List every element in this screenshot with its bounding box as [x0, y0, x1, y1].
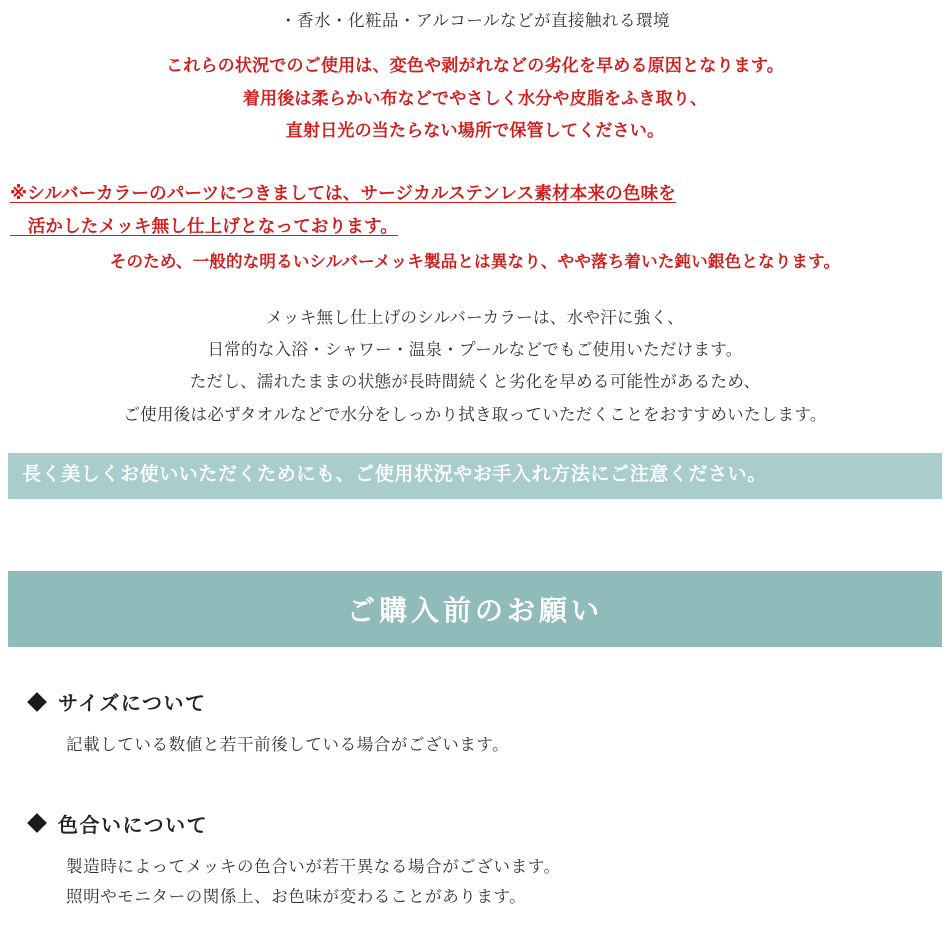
warning-line-1: これらの状況でのご使用は、変色や剥がれなどの劣化を早める原因となります。	[166, 56, 784, 76]
environment-line: ・香水・化粧品・アルコールなどが直接触れる環境	[279, 12, 670, 30]
bullet-body-size	[30, 730, 950, 761]
bullet-list	[0, 687, 950, 913]
bullet-body-line: 照明やモニターの関係上、お色味が変わることがあります。	[66, 888, 527, 907]
bullet-body-line: 製造時によってメッキの色合いが若干異なる場合がございます。	[66, 857, 561, 876]
care-instructions-block	[0, 302, 950, 431]
silver-note-line-2: 活かしたメッキ無し仕上げとなっております。	[10, 215, 398, 236]
care-line-3: ただし、濡れたままの状態が長時間続くと劣化を早める可能性があるため、	[189, 373, 761, 392]
warning-line-3: 直射日光の当たらない場所で保管してください。	[285, 120, 665, 140]
bullet-body-line: 記載している数値と若干前後している場合がございます。	[66, 736, 510, 755]
care-line-1: メッキ無し仕上げのシルバーカラーは、水や汗に強く、	[266, 309, 684, 328]
silver-color-note	[0, 177, 950, 242]
care-line-2: 日常的な入浴・シャワー・温泉・プールなどでもご使用いただけます。	[207, 341, 743, 360]
warning-block	[0, 50, 950, 147]
bullet-title: サイズについて	[58, 693, 207, 716]
bullet-title: 色合いについて	[58, 814, 209, 837]
highlight-banner: 長く美しくお使いいただくためにも、ご使用状況やお手入れ方法にご注意ください。	[8, 453, 942, 500]
bullet-heading-color	[30, 809, 950, 838]
care-line-4: ご使用後は必ずタオルなどで水分をしっかり拭き取っていただくことをおすすめいたします。	[123, 405, 827, 424]
list-item	[30, 687, 950, 761]
warning-line-2: 着用後は柔らかい布などでやさしく水分や皮脂をふき取り、	[242, 88, 708, 108]
section-title-banner: ご購入前のお願い	[8, 571, 942, 647]
diamond-icon	[27, 813, 47, 833]
silver-note-line-1: ※シルバーカラーのパーツにつきましては、サージカルステンレス素材本来の色味を	[10, 183, 676, 204]
silver-note-line-3: そのため、一般的な明るいシルバーメッキ製品とは異なり、やや落ち着いた鈍い銀色となります。	[109, 253, 841, 272]
list-item	[30, 809, 950, 913]
bullet-body-color	[30, 852, 950, 913]
bullet-heading-size	[30, 687, 950, 716]
diamond-icon	[27, 692, 47, 712]
